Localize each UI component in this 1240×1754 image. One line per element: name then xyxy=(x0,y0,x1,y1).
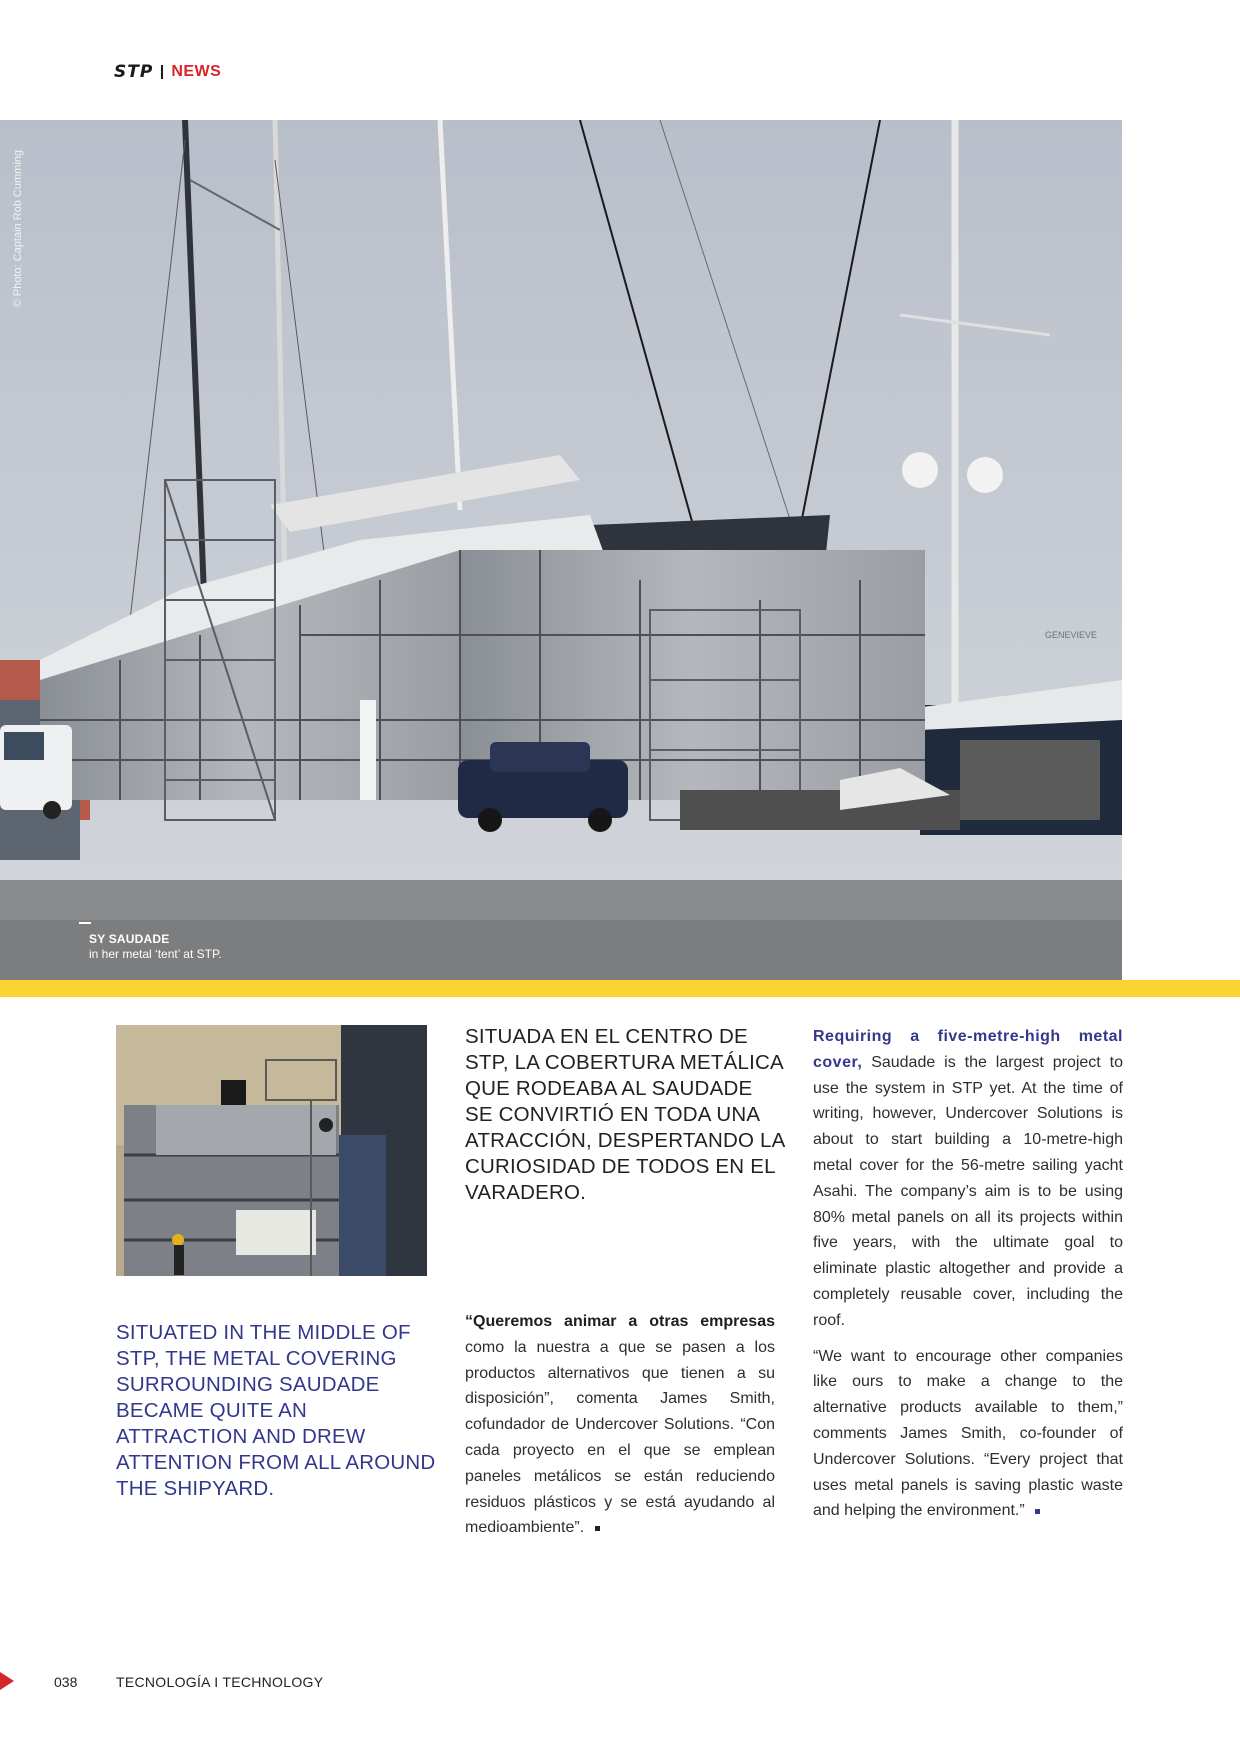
lead-in-spanish: “Queremos animar a otras empresas xyxy=(465,1313,775,1330)
section-label: NEWS xyxy=(171,63,222,80)
body-paragraph-spanish xyxy=(465,1309,775,1541)
genevieve-hull-label: GENEVIEVE xyxy=(1045,630,1098,640)
secondary-photo xyxy=(116,1025,427,1276)
body-text-spanish: como la nuestra a que se pasen a los productos alternativos que tienen a su disposición”, comenta James Smith, cofundador de Undercover Solutions. “Con cada proyecto en el que se emplean paneles metálicos se están reduciendo residuos plásticos y se está ayudando al medioambiente”. xyxy=(465,1338,775,1537)
pull-quote-spanish: SITUADA EN EL CENTRO DE STP, LA COBERTURA METÁLICA QUE RODEABA AL SAUDADE SE CONVIRTIÓ EN TODA UNA ATRACCIÓN, DESPERTANDO LA CURIOSIDAD DE TODOS EN EL VARADERO. xyxy=(465,1025,785,1204)
yellow-divider-bar xyxy=(0,980,1240,997)
masthead xyxy=(114,62,221,82)
shipyard-illustration xyxy=(0,120,1122,980)
page-number: 038 xyxy=(54,1674,78,1690)
quote-paragraph-english xyxy=(813,1344,1123,1525)
caption-dash xyxy=(79,922,91,924)
stp-logo: STP xyxy=(114,62,154,82)
lead-in-english: Requiring a five-metre-high metal cover, xyxy=(813,1028,1123,1071)
caption-title: SY SAUDADE xyxy=(89,932,170,946)
end-mark xyxy=(595,1526,600,1531)
hero-photo xyxy=(0,120,1122,980)
body-paragraph-english xyxy=(813,1024,1123,1334)
body-column-spanish xyxy=(465,1309,775,1541)
end-mark xyxy=(1035,1509,1040,1514)
scaffold-photo-illustration xyxy=(116,1025,427,1276)
footer-marker-icon xyxy=(0,1672,14,1690)
footer-section-label: TECNOLOGÍA I TECHNOLOGY xyxy=(116,1674,324,1690)
quote-text-english: “We want to encourage other companies like ours to make a change to the alternative products available to them,” comments James Smith, co-founder of Undercover Solutions. “Every project that uses metal panels is saving plastic waste and helping the environment.” xyxy=(813,1347,1123,1520)
photo-credit: © Photo: Captain Rob Cumming xyxy=(12,150,24,308)
body-text-english: Saudade is the largest project to use the system in STP yet. At the time of writing, however, Undercover Solutions is about to start building a 10-metre-high metal cover for the 56-metre sailing yacht Asahi. The company’s aim is to be using 80% metal panels on all its projects within five years, with the ultimate goal to eliminate plastic altogether and provide a completely reusable cover, including the roof. xyxy=(813,1053,1123,1329)
header-divider xyxy=(161,65,163,79)
photo-caption xyxy=(89,922,222,962)
caption-text: in her metal ‘tent’ at STP. xyxy=(89,947,222,961)
pull-quote-english: SITUATED IN THE MIDDLE OF STP, THE METAL COVERING SURROUNDING SAUDADE BECAME QUITE AN ATTRACTION AND DREW ATTENTION FROM ALL AROUND THE SHIPYARD. xyxy=(116,1321,436,1500)
body-column-english xyxy=(813,1024,1123,1524)
